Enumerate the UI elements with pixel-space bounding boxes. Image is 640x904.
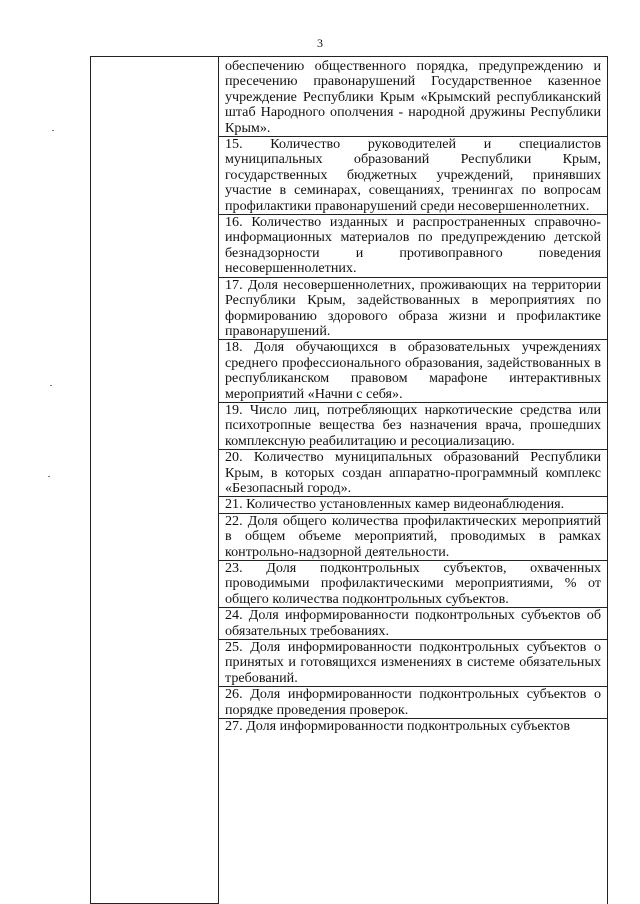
item-text: 23. Доля подконтрольных субъектов, охваченных проводимыми профилактическими мероприятиями, % от общего количества подконтрольных субъектов.: [225, 560, 601, 607]
scan-mark: [48, 476, 50, 477]
item-text: 17. Доля несовершеннолетних, проживающих на территории Республики Крым, задействованных в мероприятиях по формированию здорового образа жизни и профилактике правонарушений.: [225, 276, 601, 339]
indicators-list: [219, 57, 607, 734]
item-text: 27. Доля информированности подконтрольных субъектов: [225, 718, 570, 735]
item-text: 22. Доля общего количества профилактических мероприятий в общем объеме мероприятий, проводимых в рамках контрольно-надзорной деятельности.: [225, 512, 601, 560]
table-row: [91, 57, 608, 904]
list-item: [219, 278, 607, 341]
scan-mark: [50, 385, 52, 386]
list-item: [219, 561, 607, 608]
list-item: [219, 215, 607, 278]
item-text: 15. Количество руководителей и специалистов муниципальных образований Республики Крым, государственных бюджетных учреждений, принявших участие в семинарах, совещаниях, тренингах по вопросам профилактики правонарушений среди несовершеннолетних.: [225, 136, 601, 214]
list-item: [219, 608, 607, 640]
item-text: 16. Количество изданных и распространенных справочно-информационных материалов по предупреждению детской безнадзорности и противоправного поведения несовершеннолетних.: [225, 214, 601, 277]
list-item: [219, 497, 607, 513]
item-text: обеспечению общественного порядка, предупреждению и пресечению правонарушений Государственное казенное учреждение Республики Крым «Крымский республиканский штаб Народного ополчения - народной дружины Республики Крым».: [225, 58, 601, 136]
item-text: 24. Доля информированности подконтрольных субъектов об обязательных требованиях.: [225, 607, 601, 639]
list-item: [219, 403, 607, 450]
left-column-cell: [91, 57, 219, 904]
item-text: 19. Число лиц, потребляющих наркотические средства или психотропные вещества без назначения врача, прошедших комплексную реабилитацию и ресоциализацию.: [225, 401, 601, 449]
list-item: [219, 640, 607, 687]
indicators-cell: [219, 57, 608, 904]
page-number: 3: [317, 36, 323, 50]
list-item: [219, 59, 607, 137]
item-text: 21. Количество установленных камер видеонаблюдения.: [225, 496, 565, 513]
list-item: [219, 719, 607, 734]
item-text: 26. Доля информированности подконтрольных субъектов о порядке проведения проверок.: [225, 686, 601, 718]
list-item: [219, 137, 607, 215]
list-item: [219, 340, 607, 403]
list-item: [219, 687, 607, 719]
item-text: 18. Доля обучающихся в образовательных учреждениях среднего профессионального образования, задействованных в республиканском правовом марафоне интерактивных мероприятий «Начни с себя».: [225, 339, 601, 402]
list-item: [219, 450, 607, 497]
list-item: [219, 514, 607, 561]
item-text: 25. Доля информированности подконтрольных субъектов о принятых и готовящихся изменениях в системе обязательных требований.: [225, 639, 601, 686]
indicators-table: [90, 56, 608, 904]
item-text: 20. Количество муниципальных образований Республики Крым, в которых создан аппаратно-программный комплекс «Безопасный город».: [225, 449, 601, 496]
scan-mark: [52, 130, 54, 131]
